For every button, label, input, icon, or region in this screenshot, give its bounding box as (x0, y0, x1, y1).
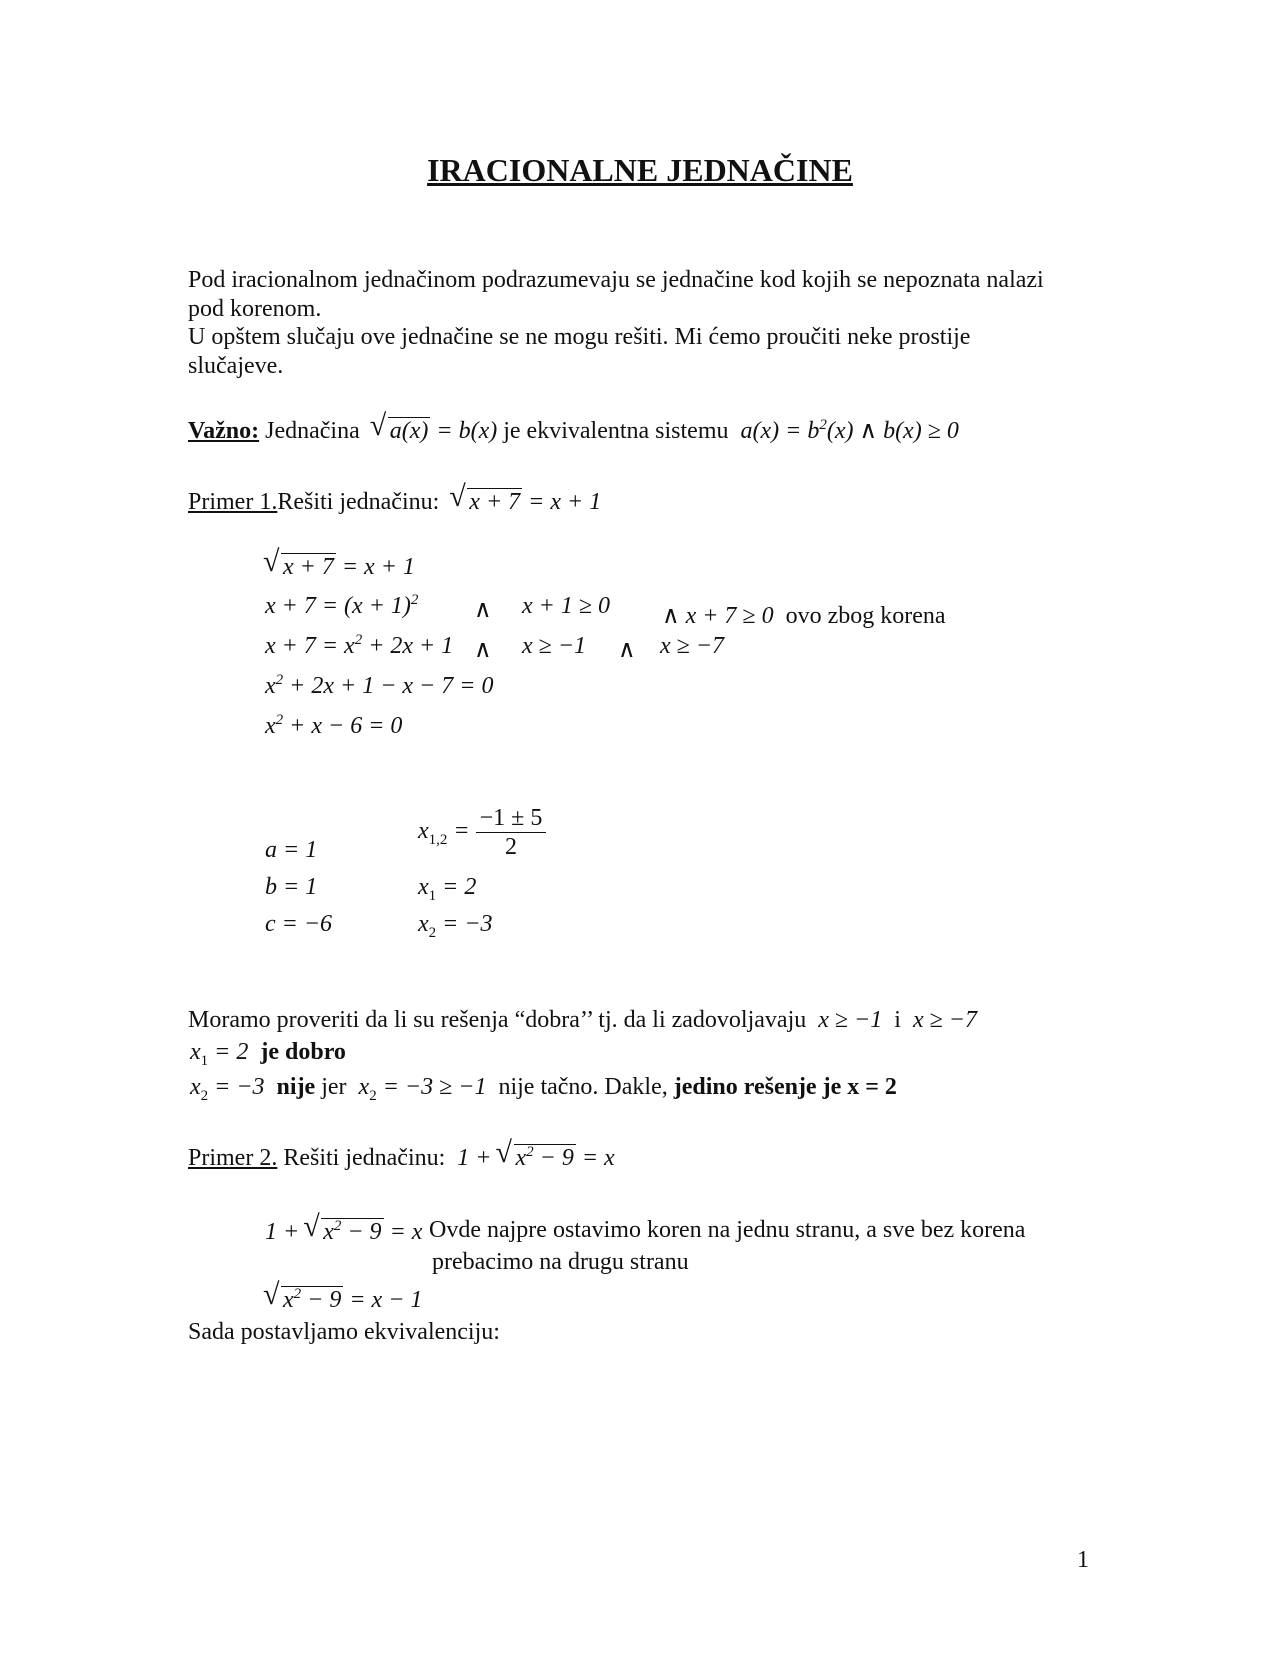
x1-verdict: je dobro (260, 1039, 346, 1065)
final-answer: jedino rešenje je x = 2 (673, 1074, 897, 1100)
example-2-line-1: 1 + √ $x^2 - 9 = x$ (265, 1210, 423, 1245)
formula-sqrt-equation: √ a(x) = b(x) (369, 409, 498, 444)
derivation-line-3: $x + 7 = x^2 + 2x + 1$ (265, 632, 454, 659)
intro-line-3: U opštem slučaju ove jednačine se ne mogu rešiti. Mi ćemo proučiti neke prostije (188, 324, 971, 350)
root-condition: ∧ x + 7 ≥ 0 ovo zbog korena (662, 603, 946, 629)
root-x1: $x_1 = 2$ (418, 874, 477, 904)
derivation-line-5: $x^2 + x - 6 = 0$ (265, 712, 403, 739)
example-1-equation: √ x + 7 = x + 1 (449, 480, 602, 515)
check-and: i (894, 1007, 901, 1033)
intro-line-2: pod korenom. (188, 296, 322, 322)
example-2-note-1: Ovde najpre ostavimo koren na jednu stranu, a sve bez korena (429, 1217, 1026, 1243)
example-2-line-2: √ $x^2 - 9 = x - 1$ (263, 1278, 423, 1313)
derivation-line-4: $x^2 + 2x + 1 - x - 7 = 0$ (265, 672, 494, 699)
important-text-1: Jednačina (265, 418, 360, 444)
condition-x-ge-minus-7: x ≥ −7 (660, 633, 725, 659)
example-2-task: Rešiti jednačinu: (283, 1145, 446, 1171)
example-2-heading (188, 1136, 615, 1171)
example-1-heading (188, 480, 602, 515)
important-note (188, 409, 959, 444)
and-symbol: ∧ (474, 597, 492, 623)
example-1-label: Primer 1. (188, 489, 278, 515)
coef-a: a = 1 (265, 837, 318, 863)
x2-tail: nije tačno. Dakle, (498, 1074, 668, 1100)
x1-verdict-line: $x_1 = 2$ je dobro (190, 1039, 346, 1069)
root-condition-note: ovo zbog korena (785, 603, 946, 629)
x2-verdict: nije (276, 1074, 316, 1100)
formula-system: $a(x) = b^2(x)$ ∧ b(x) ≥ 0 (734, 417, 959, 444)
condition-x-plus-1: x + 1 ≥ 0 (522, 593, 611, 619)
check-line: Moramo proveriti da li su rešenja “dobra’’ tj. da li zadovoljavaju x ≥ −1 i x ≥ −7 (188, 1007, 977, 1033)
intro-line-4: slučajeve. (188, 353, 284, 379)
example-2-equation: 1 + √ $x^2 - 9 = x$ (451, 1136, 615, 1171)
page-number: 1 (1077, 1547, 1089, 1573)
example-1-task: Rešiti jednačinu: (277, 489, 440, 515)
x2-verdict-line: $x_2 = -3$ nije jer $x_2 = -3 \ge -1$ nije tačno. Dakle, jedino rešenje je x = 2 (190, 1074, 897, 1104)
coef-b: b = 1 (265, 874, 318, 900)
and-symbol: ∧ (618, 637, 636, 663)
example-2-closing: Sada postavljamo ekvivalenciju: (188, 1319, 500, 1345)
intro-line-1: Pod iracionalnom jednačinom podrazumevaju se jednačine kod kojih se nepoznata nalazi (188, 267, 1044, 293)
condition-x-ge-minus-1: x ≥ −1 (522, 633, 587, 659)
coef-c: c = −6 (265, 911, 333, 937)
and-symbol: ∧ (474, 637, 492, 663)
x2-because: jer (321, 1074, 347, 1100)
page-title: IRACIONALNE JEDNAČINE (427, 152, 853, 188)
example-2-note-2: prebacimo na drugu stranu (432, 1249, 689, 1275)
important-label: Važno: (188, 418, 260, 444)
quadratic-formula: $x_{1,2}$ = $\frac{-1 \pm 5}{2}$ (418, 806, 546, 859)
derivation-line-2: $x + 7 = (x + 1)^2$ (265, 592, 419, 619)
root-x2: $x_2 = -3$ (418, 911, 493, 941)
check-text: Moramo proveriti da li su rešenja “dobra’’ tj. da li zadovoljavaju (188, 1007, 807, 1033)
important-text-2: je ekvivalentna sistemu (503, 418, 729, 444)
derivation-line-1: √ x + 7 = x + 1 (263, 545, 415, 580)
example-2-label: Primer 2. (188, 1145, 278, 1171)
